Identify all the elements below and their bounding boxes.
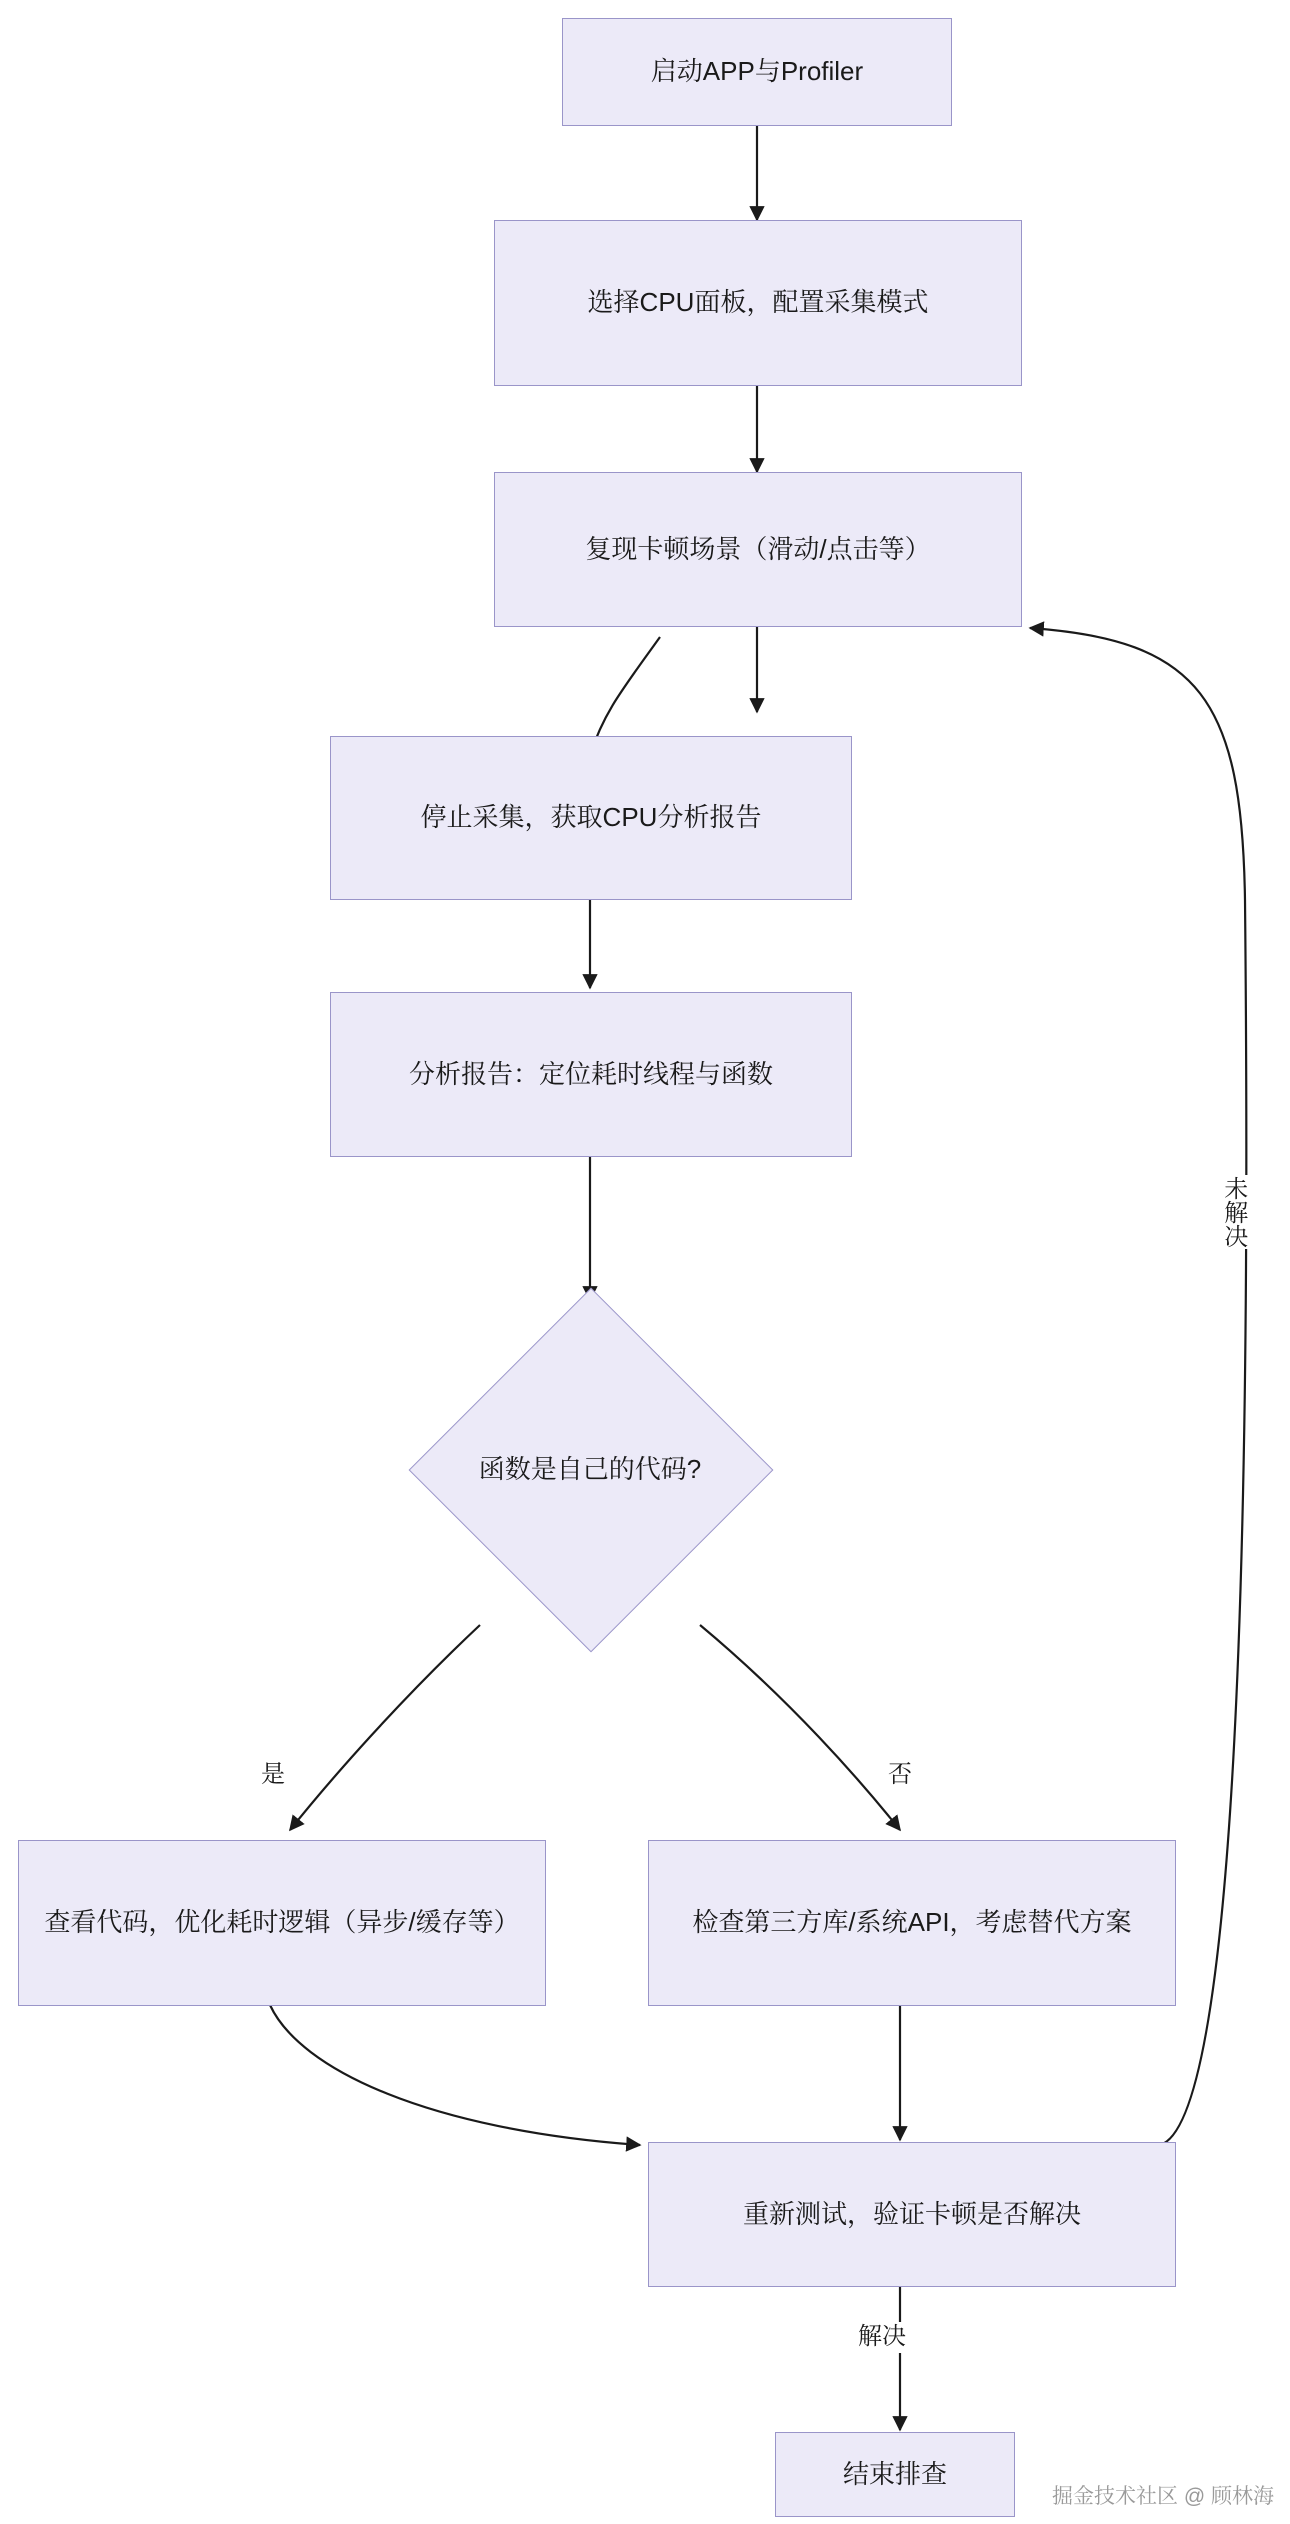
edge-label-resolved: 解决 [855, 2322, 909, 2353]
node-analyze-report[interactable] [330, 992, 852, 1157]
node-label: 结束排查 [842, 2458, 947, 2489]
node-start-app-profiler[interactable] [562, 18, 952, 126]
node-optimize-own-code[interactable] [18, 1840, 546, 2006]
edge-n6-no [700, 1625, 900, 1830]
edge-label-unresolved: 未解决 [1215, 1175, 1250, 1249]
node-label: 检查第三方库/系统API，考虑替代方案 [692, 1907, 1132, 1938]
node-label: 函数是自己的代码? [478, 1453, 702, 1484]
node-reproduce-lag[interactable] [494, 472, 1022, 627]
node-label: 停止采集，获取CPU分析报告 [420, 802, 762, 833]
edge-n6-yes [290, 1625, 480, 1830]
node-check-third-party[interactable] [648, 1840, 1176, 2006]
watermark-text: 掘金技术社区 @ 顾林海 [1052, 2485, 1274, 2508]
edge-label-no: 否 [885, 1760, 915, 1791]
edge-label-yes: 是 [258, 1760, 288, 1791]
node-label: 复现卡顿场景（滑动/点击等） [585, 533, 931, 564]
node-stop-capture-report[interactable] [330, 736, 852, 900]
node-label: 查看代码，优化耗时逻辑（异步/缓存等） [44, 1907, 520, 1938]
node-decision-own-code[interactable] [395, 1310, 785, 1628]
edge-n7-n9 [270, 2005, 640, 2145]
node-end-investigation[interactable] [775, 2432, 1015, 2517]
node-label: 启动APP与Profiler [650, 56, 864, 87]
node-retest-verify[interactable] [648, 2142, 1176, 2287]
node-label: 重新测试，验证卡顿是否解决 [742, 2198, 1081, 2229]
node-select-cpu-panel[interactable] [494, 220, 1022, 386]
node-label: 分析报告：定位耗时线程与函数 [408, 1058, 773, 1089]
node-label: 选择CPU面板，配置采集模式 [587, 287, 929, 318]
node-label-wrap [395, 1310, 785, 1628]
